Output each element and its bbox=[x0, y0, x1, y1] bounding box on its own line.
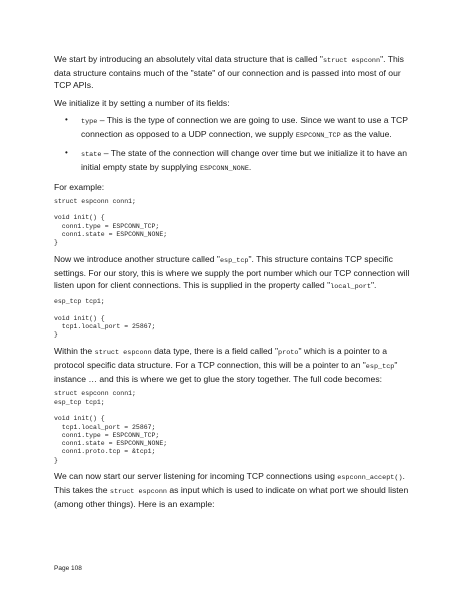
text: " which is a pointer to a protocol specific data structure. For a TCP connection, this will be a pointer to an " bbox=[54, 345, 387, 370]
text: – The state of the connection will change over time but we initialize it to have an initial empty state by supplying bbox=[81, 148, 407, 173]
inline-code: ESPCONN_NONE bbox=[199, 165, 249, 174]
document-body bbox=[54, 53, 416, 511]
fields-list bbox=[54, 114, 416, 176]
code-block-1: struct espconn conn1; void init() { conn1.type = ESPCONN_TCP; conn1.state = ESPCONN_NONE; } bbox=[54, 197, 168, 247]
inline-code: type bbox=[81, 117, 98, 126]
text: " instance … and this is where we get to glue the story together. The full code becomes: bbox=[54, 359, 398, 385]
accept-paragraph bbox=[54, 470, 416, 511]
code-block-3: struct espconn conn1; esp_tcp tcp1; void init() { tcp1.local_port = 25867; conn1.type = ESPCONN_TCP; conn1.state = ESPCONN_NONE; conn1.proto.tcp = &tcp1; } bbox=[54, 390, 168, 464]
code-block-2: esp_tcp tcp1; void init() { tcp1.local_port = 25867; } bbox=[54, 298, 156, 339]
inline-code: state bbox=[81, 151, 102, 160]
inline-code: ESPCONN_TCP bbox=[295, 132, 341, 141]
text: We start by introducing an absolutely vital data structure that is called " bbox=[54, 54, 323, 64]
intro-paragraph bbox=[54, 53, 416, 92]
list-item-type bbox=[65, 114, 416, 142]
inline-code: esp_tcp bbox=[219, 256, 249, 265]
inline-code: struct espconn bbox=[94, 348, 152, 357]
page-number: Page 108 bbox=[54, 565, 82, 572]
inline-code: struct espconn bbox=[322, 57, 381, 65]
text: Within the bbox=[54, 345, 95, 356]
text: ". This structure contains TCP specific settings. For our story, this is where we supply the port number which our TCP connection will listen upon for client connections. This is supplied in the property called " bbox=[54, 253, 410, 291]
example-label: For example: bbox=[54, 181, 105, 192]
list-item-state bbox=[65, 147, 416, 175]
text: data type, there is a field called " bbox=[151, 345, 279, 356]
inline-code: esp_tcp bbox=[365, 362, 395, 371]
inline-code: local_port bbox=[330, 283, 371, 292]
text: Now we introduce another structure called " bbox=[54, 253, 220, 264]
fields-intro-paragraph: We initialize it by setting a number of its fields: bbox=[54, 97, 230, 108]
text: – This is the type of connection we are going to use. Since we want to use a TCP connection as opposed to a UDP connection, we supply bbox=[81, 114, 408, 140]
inline-code: proto bbox=[278, 348, 299, 357]
text: We can now start our server listening for incoming TCP connections using bbox=[54, 470, 338, 481]
esp-tcp-paragraph bbox=[54, 253, 416, 294]
bullet-icon: • bbox=[65, 114, 68, 124]
text: ". bbox=[370, 280, 377, 291]
text: . This takes the bbox=[54, 470, 405, 496]
bullet-icon: • bbox=[65, 148, 68, 158]
text: as input which is used to indicate on what port we should listen (among other things). Here is an example: bbox=[54, 485, 409, 510]
text: as the value. bbox=[340, 129, 392, 140]
text: ". This data structure contains much of the "state" of our connection and is passed into most of our TCP APIs. bbox=[54, 54, 404, 91]
inline-code: espconn_accept() bbox=[337, 473, 403, 482]
text: . bbox=[248, 162, 252, 173]
proto-paragraph bbox=[54, 345, 416, 386]
inline-code: struct espconn bbox=[109, 488, 167, 497]
